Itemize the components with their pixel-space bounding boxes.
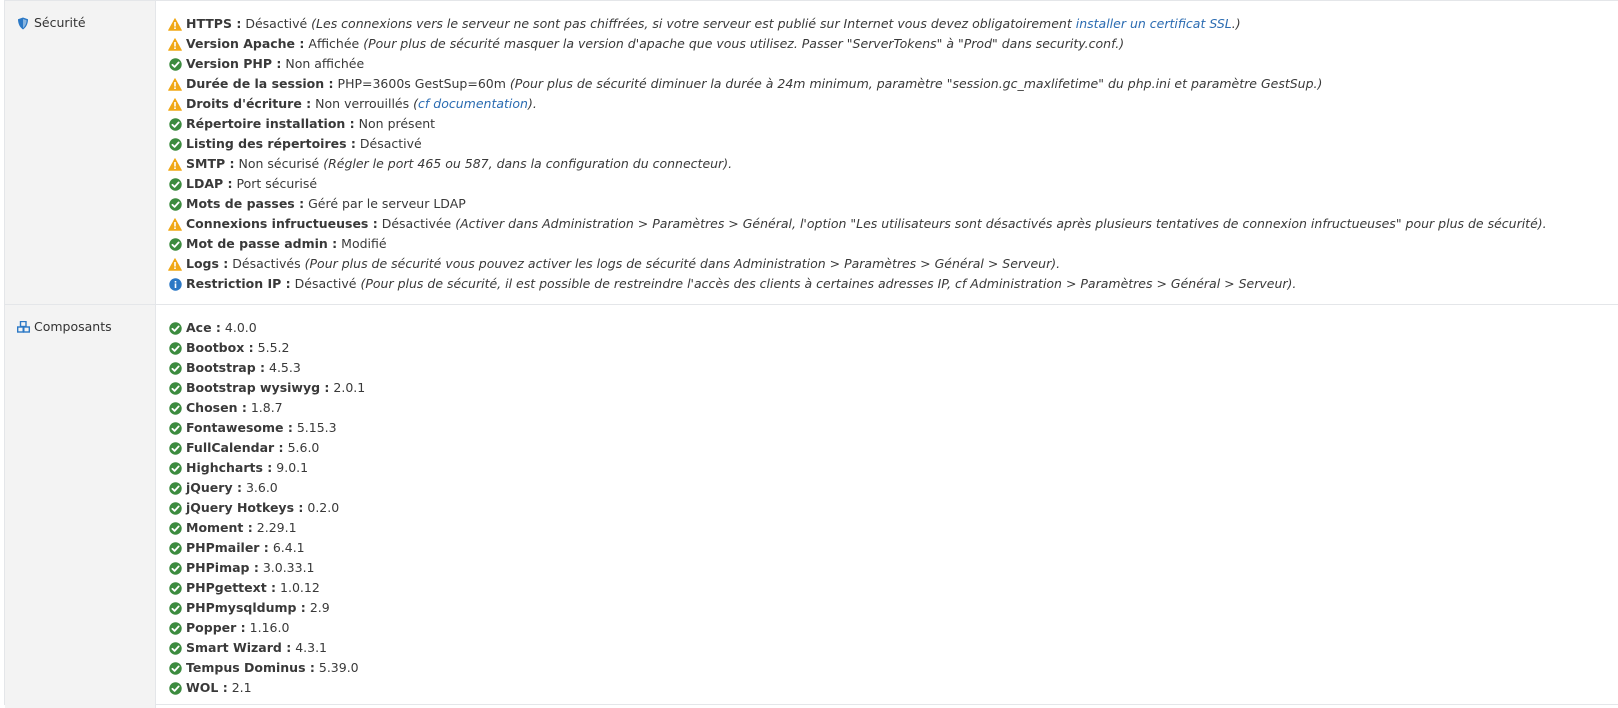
item-label: Répertoire installation : — [186, 116, 355, 131]
item-value: Non verrouillés — [315, 96, 410, 111]
item-label: Tempus Dominus : — [186, 660, 315, 675]
list-item — [168, 194, 1618, 214]
item-label: SMTP : — [186, 156, 235, 171]
item-note-text: (Les connexions vers le serveur ne sont pas chiffrées, si votre serveur est publié sur Internet vous devez obligatoirement — [311, 16, 1076, 31]
warning-triangle-icon — [168, 217, 182, 231]
list-item — [168, 518, 1618, 538]
check-circle-icon — [168, 521, 182, 535]
list-item — [168, 174, 1618, 194]
item-note — [363, 34, 1124, 54]
item-label: jQuery Hotkeys : — [186, 500, 304, 515]
list-item — [168, 478, 1618, 498]
check-circle-icon — [168, 117, 182, 131]
check-circle-icon — [168, 321, 182, 335]
warning-triangle-icon — [168, 97, 182, 111]
check-circle-icon — [168, 481, 182, 495]
item-label: Mots de passes : — [186, 196, 305, 211]
item-label: Smart Wizard : — [186, 640, 292, 655]
item-value: 0.2.0 — [307, 500, 340, 515]
item-value: Désactivé — [359, 136, 422, 151]
item-value: 2.0.1 — [333, 380, 366, 395]
item-value: 4.5.3 — [269, 360, 301, 375]
item-label: Droits d'écriture : — [186, 96, 312, 111]
list-item — [168, 134, 1618, 154]
check-circle-icon — [168, 237, 182, 251]
item-label: HTTPS : — [186, 16, 242, 31]
item-note-text: (Pour plus de sécurité diminuer la durée à 24m minimum, paramètre "session.gc_maxlifetime" du php.ini et paramètre GestSup.) — [509, 76, 1323, 91]
item-value: Désactivée — [381, 216, 452, 231]
check-circle-icon — [168, 541, 182, 555]
warning-triangle-icon — [168, 37, 182, 51]
item-label: Chosen : — [186, 400, 247, 415]
item-value: Non affichée — [285, 56, 365, 71]
item-label: Listing des répertoires : — [186, 136, 356, 151]
item-value: 6.4.1 — [272, 540, 305, 555]
item-label: Bootstrap : — [186, 360, 265, 375]
list-item — [168, 274, 1618, 294]
list-item — [168, 234, 1618, 254]
item-note — [510, 74, 1322, 94]
item-label: Connexions infructueuses : — [186, 216, 378, 231]
item-value: 1.16.0 — [249, 620, 290, 635]
check-circle-icon — [168, 421, 182, 435]
item-value: Modifié — [341, 236, 387, 251]
components-title: Composants — [34, 319, 112, 334]
warning-triangle-icon — [168, 257, 182, 271]
item-value: 4.3.1 — [295, 640, 328, 655]
list-item — [168, 438, 1618, 458]
list-item — [168, 318, 1618, 338]
list-item — [168, 578, 1618, 598]
item-label: Highcharts : — [186, 460, 273, 475]
item-value: Non sécurisé — [238, 156, 320, 171]
list-item — [168, 678, 1618, 698]
list-item — [168, 558, 1618, 578]
item-label: Restriction IP : — [186, 276, 291, 291]
info-circle-icon — [168, 277, 182, 291]
item-label: Popper : — [186, 620, 246, 635]
list-item — [168, 618, 1618, 638]
list-item — [168, 154, 1618, 174]
item-note — [413, 94, 537, 114]
check-circle-icon — [168, 381, 182, 395]
item-label: Ace : — [186, 320, 221, 335]
item-note — [305, 254, 1060, 274]
item-value: Désactivés — [232, 256, 301, 271]
item-label: Durée de la session : — [186, 76, 334, 91]
list-item — [168, 54, 1618, 74]
list-item — [168, 538, 1618, 558]
item-label: Logs : — [186, 256, 229, 271]
check-circle-icon — [168, 621, 182, 635]
item-value: 2.1 — [231, 680, 252, 695]
item-note-text: (Pour plus de sécurité masquer la version d'apache que vous utilisez. Passer "ServerTokens" à "Prod" dans security.conf.) — [363, 36, 1125, 51]
item-label: WOL : — [186, 680, 228, 695]
item-value: 5.15.3 — [296, 420, 337, 435]
item-note-text: (Activer dans Administration > Paramètres > Général, l'option "Les utilisateurs sont désactivés après plusieurs tentatives de connexion infructueuses" pour plus de sécurité). — [455, 216, 1547, 231]
warning-triangle-icon — [168, 157, 182, 171]
item-label: PHPgettext : — [186, 580, 277, 595]
item-note — [360, 274, 1296, 294]
check-circle-icon — [168, 661, 182, 675]
item-value: PHP=3600s GestSup=60m — [337, 76, 506, 91]
cubes-icon — [16, 320, 30, 334]
components-label-cell — [5, 305, 156, 708]
warning-triangle-icon — [168, 77, 182, 91]
list-item — [168, 94, 1618, 114]
item-note-text: (Pour plus de sécurité, il est possible de restreindre l'accès des clients à certaines adresses IP, cf Administration > Paramètres > Général > Serveur). — [360, 276, 1297, 291]
list-item — [168, 658, 1618, 678]
list-item — [168, 398, 1618, 418]
item-label: FullCalendar : — [186, 440, 284, 455]
security-title: Sécurité — [34, 15, 86, 30]
check-circle-icon — [168, 681, 182, 695]
check-circle-icon — [168, 341, 182, 355]
warning-triangle-icon — [168, 17, 182, 31]
check-circle-icon — [168, 57, 182, 71]
list-item — [168, 74, 1618, 94]
item-note-link[interactable]: cf documentation — [418, 96, 528, 111]
check-circle-icon — [168, 581, 182, 595]
check-circle-icon — [168, 601, 182, 615]
item-label: Version PHP : — [186, 56, 282, 71]
list-item — [168, 598, 1618, 618]
check-circle-icon — [168, 361, 182, 375]
list-item — [168, 34, 1618, 54]
item-note-text-end: .) — [1231, 16, 1241, 31]
item-value: Désactivé — [245, 16, 308, 31]
list-item — [168, 114, 1618, 134]
item-value: Non présent — [358, 116, 436, 131]
check-circle-icon — [168, 401, 182, 415]
list-item — [168, 254, 1618, 274]
item-value: 2.9 — [309, 600, 330, 615]
item-note-link[interactable]: installer un certificat SSL — [1075, 16, 1232, 31]
item-note-text-end: ). — [527, 96, 537, 111]
item-label: PHPmysqldump : — [186, 600, 306, 615]
item-value: 1.8.7 — [250, 400, 283, 415]
check-circle-icon — [168, 561, 182, 575]
list-item — [168, 418, 1618, 438]
list-item — [168, 378, 1618, 398]
item-value: 3.6.0 — [245, 480, 278, 495]
security-list — [156, 1, 1618, 304]
item-note-text: (Régler le port 465 ou 587, dans la configuration du connecteur). — [323, 156, 733, 171]
item-label: Moment : — [186, 520, 253, 535]
list-item — [168, 458, 1618, 478]
list-item — [168, 338, 1618, 358]
item-value: 5.5.2 — [257, 340, 290, 355]
check-circle-icon — [168, 501, 182, 515]
item-value: Géré par le serveur LDAP — [308, 196, 466, 211]
item-value: Port sécurisé — [236, 176, 318, 191]
list-item — [168, 358, 1618, 378]
check-circle-icon — [168, 461, 182, 475]
item-label: Mot de passe admin : — [186, 236, 338, 251]
check-circle-icon — [168, 177, 182, 191]
list-item — [168, 14, 1618, 34]
item-note — [311, 14, 1240, 34]
list-item — [168, 638, 1618, 658]
check-circle-icon — [168, 441, 182, 455]
list-item — [168, 498, 1618, 518]
item-value: Affichée — [308, 36, 360, 51]
item-label: Bootstrap wysiwyg : — [186, 380, 330, 395]
check-circle-icon — [168, 641, 182, 655]
item-note-text: ( — [413, 96, 419, 111]
check-circle-icon — [168, 197, 182, 211]
check-circle-icon — [168, 137, 182, 151]
item-value: 5.6.0 — [287, 440, 320, 455]
item-value: 3.0.33.1 — [262, 560, 315, 575]
item-label: Bootbox : — [186, 340, 254, 355]
item-note-text: (Pour plus de sécurité vous pouvez activer les logs de sécurité dans Administration > Paramètres > Général > Serveur). — [304, 256, 1061, 271]
item-label: PHPmailer : — [186, 540, 269, 555]
item-value: 9.0.1 — [276, 460, 309, 475]
system-info-table — [4, 0, 1618, 705]
list-item — [168, 214, 1618, 234]
item-value: 2.29.1 — [256, 520, 297, 535]
item-label: PHPimap : — [186, 560, 259, 575]
item-note — [455, 214, 1546, 234]
item-label: jQuery : — [186, 480, 242, 495]
item-value: 4.0.0 — [224, 320, 257, 335]
item-label: LDAP : — [186, 176, 233, 191]
item-label: Version Apache : — [186, 36, 305, 51]
shield-icon — [16, 16, 30, 30]
components-list — [156, 305, 1618, 708]
security-label-cell — [5, 1, 156, 304]
components-row — [5, 305, 1618, 708]
item-label: Fontawesome : — [186, 420, 293, 435]
security-row — [5, 1, 1618, 305]
item-note — [323, 154, 732, 174]
item-value: Désactivé — [294, 276, 357, 291]
item-value: 5.39.0 — [318, 660, 359, 675]
item-value: 1.0.12 — [280, 580, 320, 595]
